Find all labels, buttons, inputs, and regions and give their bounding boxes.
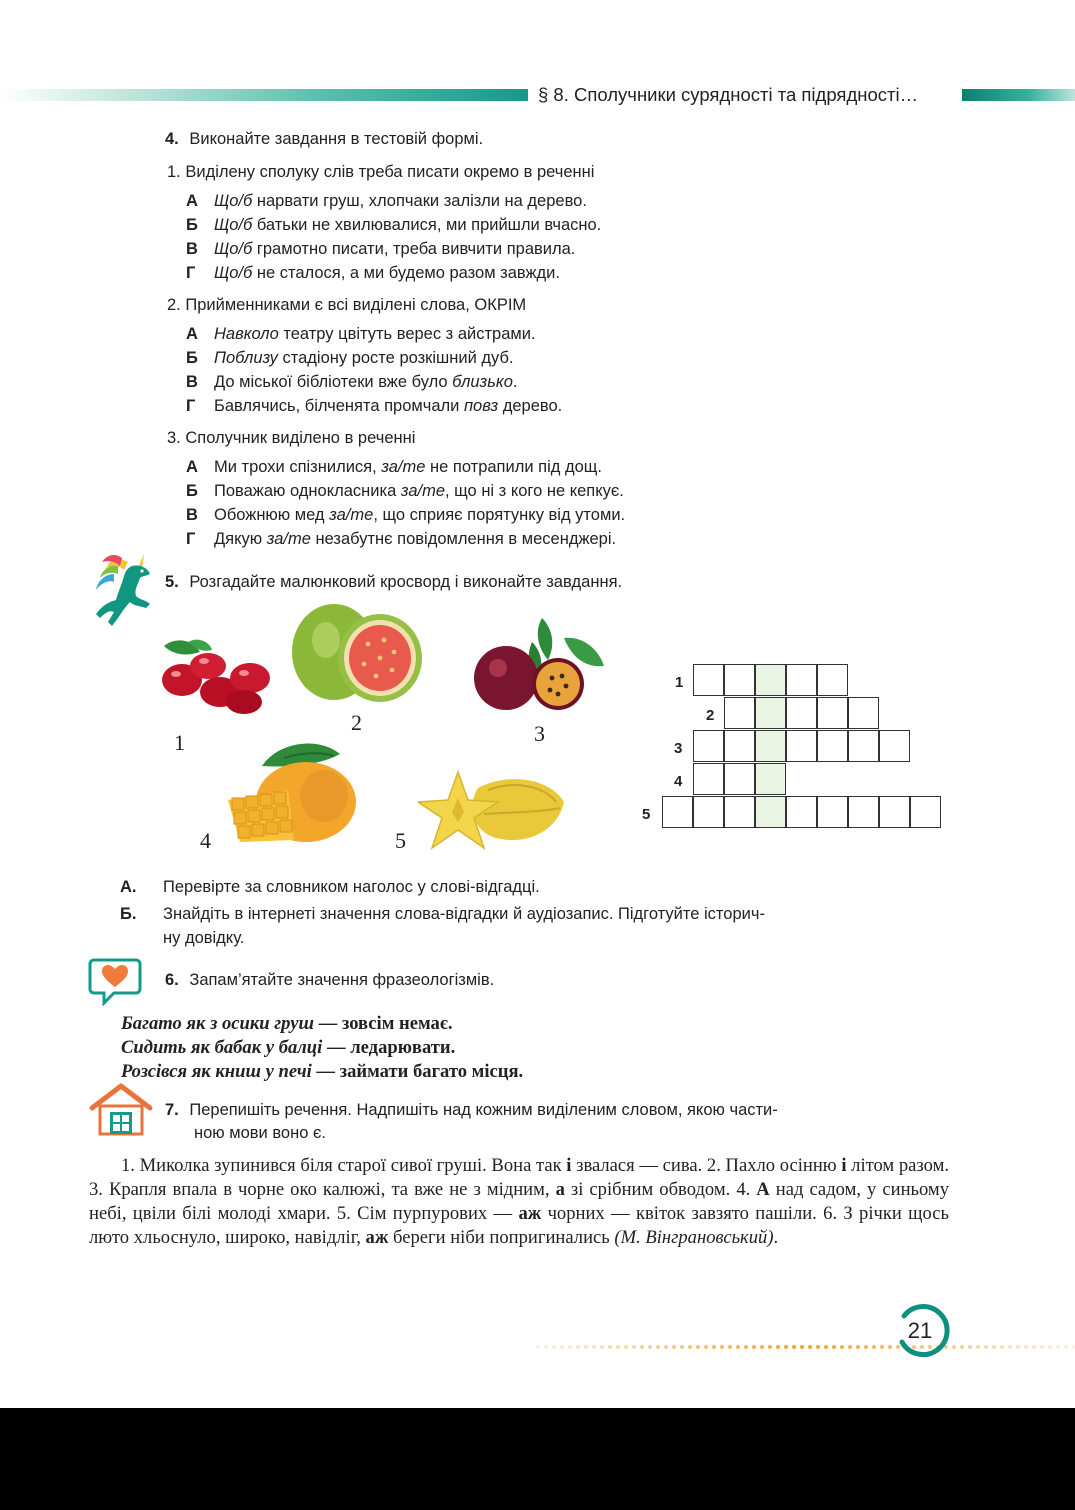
idiom-2: Сидить як бабак у балці — ледарювати. xyxy=(121,1037,456,1058)
header-bar-right xyxy=(962,89,1075,101)
crossword-grid xyxy=(642,664,962,834)
crossword-cell[interactable] xyxy=(817,664,848,696)
task4-q3-option-h: Г Дякую за/те незабутнє повідомлення в месенджері. xyxy=(186,530,617,548)
crossword-cell[interactable] xyxy=(693,730,724,762)
idiom-1: Багато як з осики груш — зовсім немає. xyxy=(121,1013,453,1034)
crossword-cell[interactable] xyxy=(817,697,848,729)
task4-q3-text: 3. Сполучник виділено в реченні xyxy=(167,429,416,447)
crossword-row-label-3: 3 xyxy=(674,740,683,757)
task4-heading xyxy=(165,127,483,151)
task4-q1-option-b: Б Що/б батьки не хвилювалися, ми прийшли вчасно. xyxy=(186,216,602,234)
unicorn-icon xyxy=(88,550,160,630)
task4-q1-option-v: В Що/б грамотно писати, треба вивчити правила. xyxy=(186,240,576,258)
starfruit-image xyxy=(418,768,568,856)
crossword-cell[interactable] xyxy=(910,796,941,828)
crossword-cell-key[interactable] xyxy=(755,664,786,696)
task4-q3-option-b: Б Поважаю однокласника за/те, що ні з кого не кепкує. xyxy=(186,482,624,500)
crossword-cell[interactable] xyxy=(724,796,755,828)
task7-heading xyxy=(165,1098,778,1122)
crossword-cell[interactable] xyxy=(848,796,879,828)
task6-heading xyxy=(165,968,494,992)
task5-title: Розгадайте малюнковий кросворд і виконайте завдання. xyxy=(189,573,623,591)
crossword-cell[interactable] xyxy=(848,697,879,729)
guava-image xyxy=(288,600,428,706)
crossword-cell[interactable] xyxy=(817,730,848,762)
crossword-cell[interactable] xyxy=(693,796,724,828)
crossword-cell[interactable] xyxy=(724,730,755,762)
task4-q2-text: 2. Прийменниками є всі виділені слова, ОКРІМ xyxy=(167,296,527,314)
crossword-cell[interactable] xyxy=(724,763,755,795)
task4-q3-option-a: А Ми трохи спізнилися, за/те не потрапили під дощ. xyxy=(186,458,602,476)
task4-q3-option-v: В Обожнюю мед за/те, що сприяє порятунку від утоми. xyxy=(186,506,626,524)
crossword-cell[interactable] xyxy=(662,796,693,828)
header-title: § 8. Сполучники сурядності та підрядності… xyxy=(538,84,919,105)
crossword-row-label-4: 4 xyxy=(674,773,683,790)
task6-number: 6. xyxy=(165,971,179,989)
crossword-row-label-2: 2 xyxy=(706,707,715,724)
crossword-cell[interactable] xyxy=(693,664,724,696)
fig-label-5: 5 xyxy=(395,828,406,853)
footer-dots xyxy=(535,1344,1075,1350)
heart-chat-icon xyxy=(88,957,142,1007)
crossword-cell[interactable] xyxy=(786,730,817,762)
fig-label-1: 1 xyxy=(174,730,185,755)
crossword-cell[interactable] xyxy=(817,796,848,828)
page-number: 21 xyxy=(907,1318,933,1343)
header-bar-left xyxy=(0,89,528,101)
crossword-cell[interactable] xyxy=(724,664,755,696)
crossword-cell-key[interactable] xyxy=(755,763,786,795)
task4-q1-text: 1. Виділену сполуку слів треба писати окремо в реченні xyxy=(167,163,595,181)
task7-line1: Перепишіть речення. Надпишіть над кожним виділеним словом, якою части- xyxy=(189,1101,778,1119)
task4-q2-option-v: В До міської бібліотеки вже було близько. xyxy=(186,373,518,391)
task4-q1-option-a: А Що/б нарвати груш, хлопчаки залізли на дерево. xyxy=(186,192,587,210)
house-icon xyxy=(88,1082,154,1136)
crossword-cell[interactable] xyxy=(786,697,817,729)
task4-q1-option-h: Г Що/б не сталося, а ми будемо разом завжди. xyxy=(186,264,560,282)
task5-subtask-a: А. Перевірте за словником наголос у слові-відгадці. xyxy=(120,878,540,896)
task7-number: 7. xyxy=(165,1101,179,1119)
idiom-3: Розсівся як книш у печі — займати багато місця. xyxy=(121,1061,524,1082)
task5-heading xyxy=(165,570,622,594)
fig-label-4: 4 xyxy=(200,828,211,853)
passion-fruit-image xyxy=(472,612,612,714)
task4-q2-option-a: А Навколо театру цвітуть верес з айстрами. xyxy=(186,325,536,343)
task5-number: 5. xyxy=(165,573,179,591)
crossword-cell[interactable] xyxy=(786,796,817,828)
crossword-cell[interactable] xyxy=(879,730,910,762)
crossword-cell[interactable] xyxy=(848,730,879,762)
task4-number: 4. xyxy=(165,130,179,148)
crossword-cell[interactable] xyxy=(879,796,910,828)
cornel-berries-image xyxy=(158,636,274,718)
task4-q2-option-h: Г Бавлячись, білченята промчали повз дерево. xyxy=(186,397,563,415)
crossword-row-label-1: 1 xyxy=(675,674,684,691)
crossword-cell-key[interactable] xyxy=(755,697,786,729)
crossword-cell[interactable] xyxy=(693,763,724,795)
crossword-cell[interactable] xyxy=(724,697,755,729)
crossword-row-label-5: 5 xyxy=(642,806,651,823)
task4-q2-option-b: Б Поблизу стадіону росте розкішний дуб. xyxy=(186,349,514,367)
crossword-cell-key[interactable] xyxy=(755,730,786,762)
task5-subtask-b: Б. Знайдіть в інтернеті значення слова-відгадки й аудіозапис. Підготуйте історич- xyxy=(120,905,765,923)
task4-title: Виконайте завдання в тестовій формі. xyxy=(189,130,484,148)
task6-title: Запам’ятайте значення фразеологізмів. xyxy=(189,971,495,989)
task7-exercise-text: 1. Миколка зупинився біля старої сивої груші. Вона так і звалася — сива. 2. Пахло осінню і літом разом. 3. Крапля впала в чорне око калюжі, та вже не з мідним, а зі срібним обводом. 4. А над садом, у синьому небі, цвіли білі молоді хмари. 5. Сім пурпурових — аж чорних — квіток завзято пашіли. 6. З річки щось люто хльоснуло, широко, навідліг, аж береги ніби попригинались (М. Вінграновський). xyxy=(89,1155,949,1248)
crossword-cell-key[interactable] xyxy=(755,796,786,828)
fig-label-3: 3 xyxy=(534,721,545,746)
task5-subtask-b-cont: ну довідку. xyxy=(163,929,245,947)
task7-line2: ною мови воно є. xyxy=(194,1124,326,1142)
fig-label-2: 2 xyxy=(351,710,362,735)
mango-image xyxy=(222,736,362,846)
crossword-cell[interactable] xyxy=(786,664,817,696)
